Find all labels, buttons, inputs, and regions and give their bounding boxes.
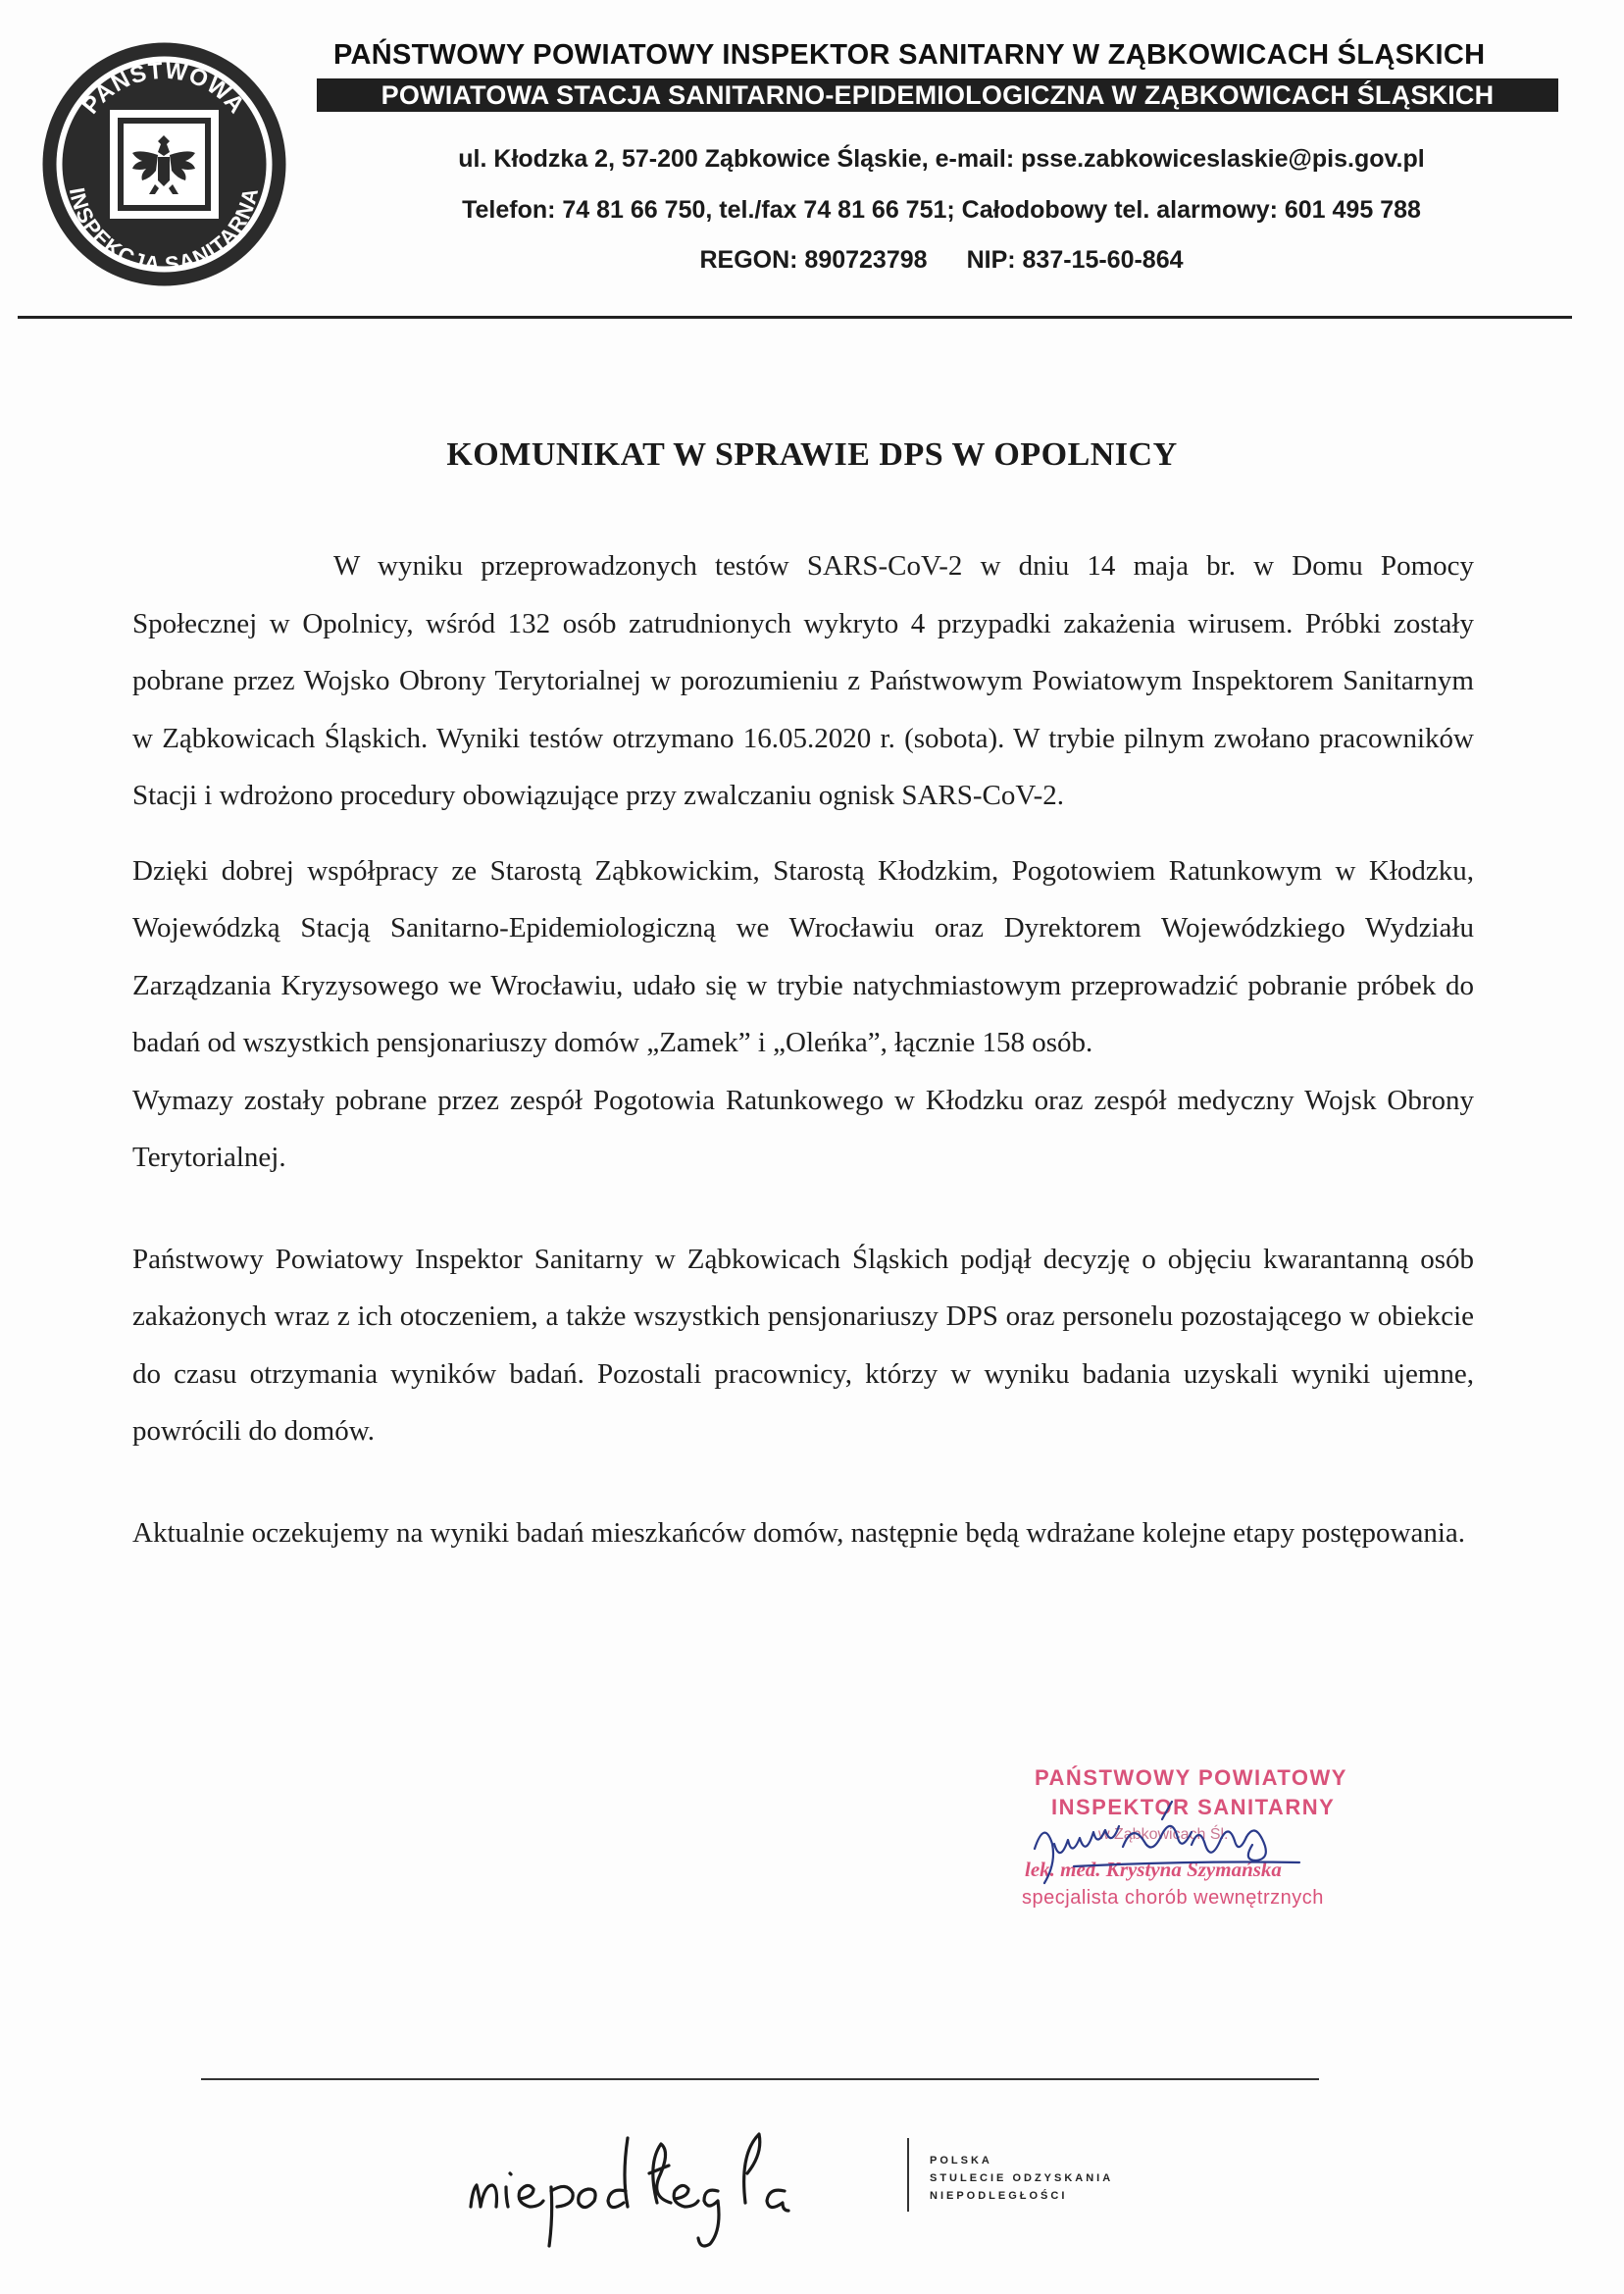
signature-icon bbox=[1015, 1790, 1339, 1917]
header-identifiers bbox=[324, 246, 1559, 275]
footer-vertical-divider bbox=[907, 2138, 909, 2212]
footer-divider bbox=[201, 2078, 1319, 2080]
header-regon: REGON: 890723798 bbox=[699, 246, 928, 274]
stamp-line-3: w Ząbkowicach Śl. bbox=[1098, 1826, 1229, 1843]
header-institution-name: PAŃSTWOWY POWIATOWY INSPEKTOR SANITARNY W ZĄBKOWICACH ŚLĄSKICH bbox=[333, 39, 1486, 71]
paragraph-1: W wyniku przeprowadzonych testów SARS-CoV-2 w dniu 14 maja br. w Domu Pomocy Społecznej w Opolnicy, wśród 132 osób zatrudnionych wykryto 4 przypadki zakażenia wirusem. Próbki zostały pobrane przez Wojsko Obrony Terytorialnej w porozumieniu z Państwowym Powiatowym Inspektorem Sanitarnym w Ząbkowicach Śląskich. Wyniki testów otrzymano 16.05.2020 r. (sobota). W trybie pilnym zwołano pracowników Stacji i wdrożono procedury obowiązujące przy zwalczaniu ognisk SARS-CoV-2. bbox=[132, 550, 1474, 811]
header-address: ul. Kłodzka 2, 57-200 Ząbkowice Śląskie, e-mail: psse.zabkowiceslaskie@pis.gov.pl bbox=[458, 145, 1425, 173]
header-nip: NIP: 837-15-60-864 bbox=[966, 246, 1184, 274]
header-divider bbox=[18, 316, 1572, 319]
header-phone: Telefon: 74 81 66 750, tel./fax 74 81 66 751; Całodobowy tel. alarmowy: 601 495 788 bbox=[462, 196, 1421, 224]
footer-text-line-2: STULECIE ODZYSKANIA bbox=[930, 2172, 1114, 2184]
header-station-name: POWIATOWA STACJA SANITARNO-EPIDEMIOLOGICZNA W ZĄBKOWICACH ŚLĄSKICH bbox=[317, 78, 1558, 112]
stamp-line-4: lek. med. Krystyna Szymańska bbox=[1025, 1858, 1282, 1881]
logo-ring-top-text: PAŃSTWOWA bbox=[76, 57, 251, 120]
footer-text-line-3: NIEPODLEGŁOŚCI bbox=[930, 2190, 1068, 2202]
stamp-line-5: specjalista chorób wewnętrznych bbox=[1022, 1887, 1324, 1909]
paragraph-5: Aktualnie oczekujemy na wyniki badań mieszkańców domów, następnie będą wdrażane kolejne etapy postępowania. bbox=[132, 1516, 1466, 1549]
paragraph-3: Wymazy zostały pobrane przez zespół Pogotowia Ratunkowego w Kłodzku oraz zespół medyczny Wojsk Obrony Terytorialnej. bbox=[132, 1084, 1474, 1173]
footer-centenary-text bbox=[930, 2152, 1113, 2205]
paragraph-2: Dzięki dobrej współpracy ze Starostą Ząbkowickim, Starostą Kłodzkim, Pogotowiem Ratunkowym w Kłodzku, Wojewódzką Stacją Sanitarno-Epidemiologiczną we Wrocławiu oraz Dyrektorem Wojewódzkiego Wydziału Zarządzania Kryzysowego we Wrocławiu, udało się w trybie natychmiastowym przeprowadzić pobranie próbek do badań od wszystkich pensjonariuszy domów „Zamek” i „Oleńka”, łącznie 158 osób. bbox=[132, 854, 1474, 1058]
paragraph-4: Państwowy Powiatowy Inspektor Sanitarny w Ząbkowicach Śląskich podjął decyzję o objęciu kwarantanną osób zakażonych wraz z ich otoczeniem, a także wszystkich pensjonariuszy DPS oraz personelu pozostającego w obiekcie do czasu otrzymania wyników badań. Pozostali pracownicy, którzy w wyniku badania uzyskali wyniki ujemne, powrócili do domów. bbox=[132, 1243, 1474, 1447]
pis-logo-icon bbox=[39, 39, 289, 289]
footer-text-line-1: POLSKA bbox=[930, 2155, 992, 2167]
stamp-line-1: PAŃSTWOWY POWIATOWY bbox=[1035, 1765, 1347, 1790]
document-body bbox=[132, 537, 1474, 1561]
stamp-line-2: INSPEKTOR SANITARNY bbox=[1051, 1795, 1336, 1819]
logo-ring-bottom-text: INSPEKCJA SANITARNA bbox=[64, 184, 264, 278]
document-title: KOMUNIKAT W SPRAWIE DPS W OPOLNICY bbox=[446, 436, 1178, 473]
niepodlegla-logo-icon bbox=[461, 2109, 892, 2256]
